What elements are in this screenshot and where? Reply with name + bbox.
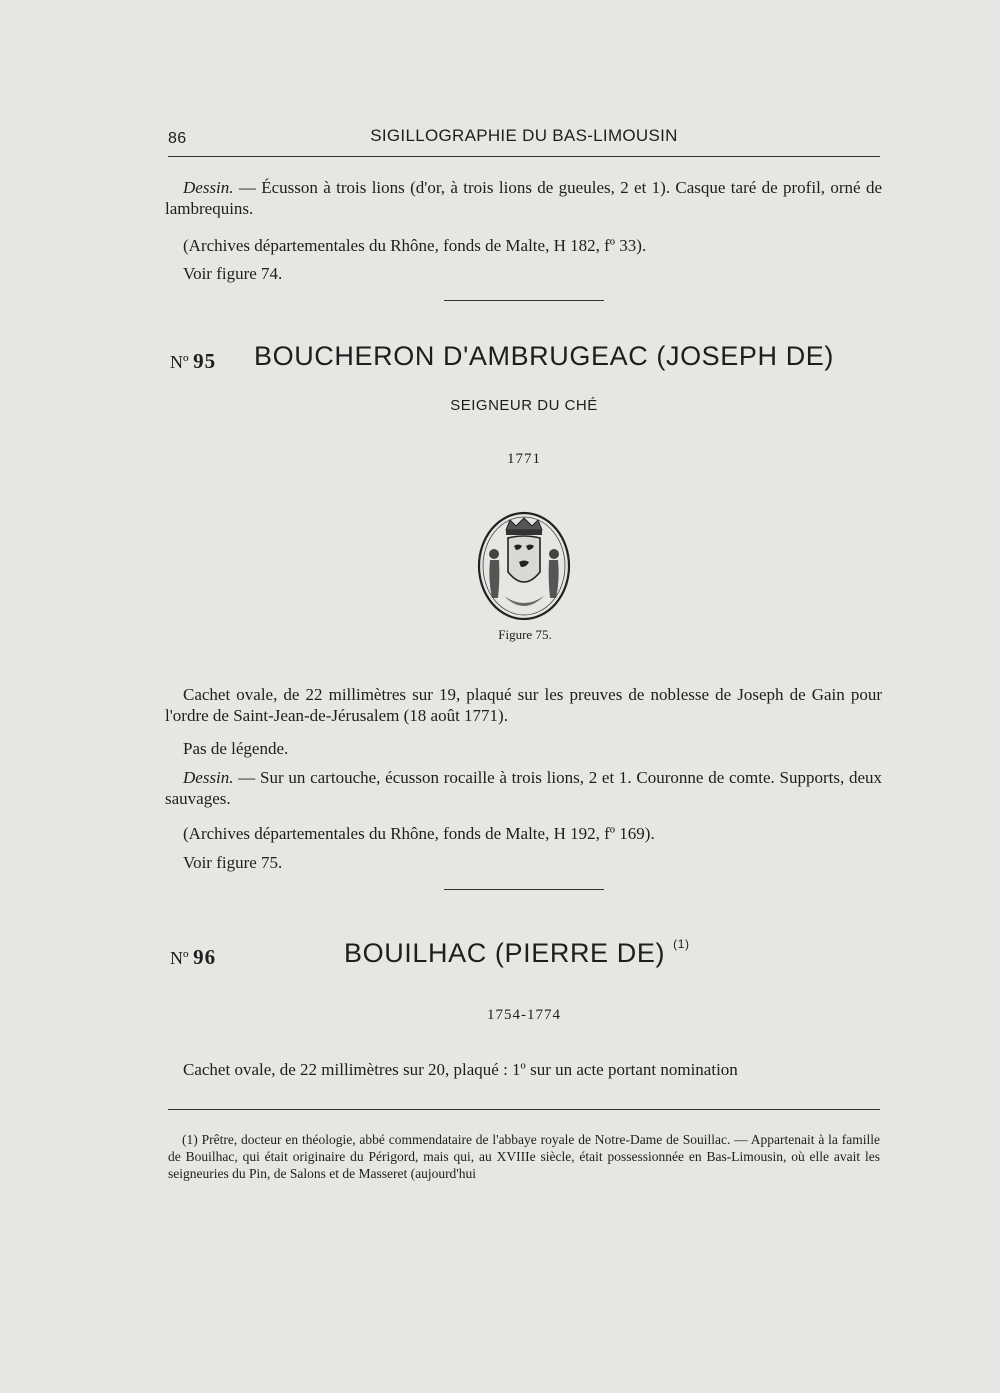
section-divider — [444, 300, 604, 301]
description-paragraph-96: Cachet ovale, de 22 millimètres sur 20, plaqué : 1º sur un acte portant nomination — [183, 1060, 738, 1079]
entry-date-96: 1754-1774 — [487, 1007, 561, 1023]
entry-number-prefix: Nº — [170, 352, 189, 372]
section-divider — [444, 889, 604, 890]
seal-illustration — [474, 510, 574, 630]
dessin-text: — Sur un cartouche, écusson rocaille à trois lions, 2 et 1. Couronne de comte. Supports, deux sauvages. — [165, 768, 882, 808]
figure-caption: Figure 75. — [498, 627, 552, 642]
page-number: 86 — [168, 130, 187, 147]
voir-paragraph-95: Voir figure 75. — [183, 853, 283, 872]
entry-title-95: BOUCHERON D'AMBRUGEAC (JOSEPH DE) — [254, 341, 835, 371]
footnote-text: (1) Prêtre, docteur en théologie, abbé commendataire de l'abbaye royale de Notre-Dame de Souillac. — Appartenait à la famille de Bouilhac, qui était originaire du Périgord, mais qui, au XVIIIe siècle, était possessionnée en Bas-Limousin, où elle avait les seigneuries du Pin, de Salons et de Masseret (aujourd'hui — [168, 1132, 880, 1181]
dessin-label: Dessin. — [183, 768, 234, 787]
entry-subtitle-95: SEIGNEUR DU CHÉ — [450, 397, 598, 414]
entry-date-95: 1771 — [507, 451, 541, 467]
entry-number-prefix: Nº — [170, 948, 189, 968]
footnote-divider — [168, 1109, 880, 1110]
entry-number-value: 96 — [193, 945, 217, 969]
entry-number-96 — [170, 945, 216, 970]
entry-number-95 — [170, 349, 216, 374]
dessin-paragraph-top — [165, 177, 882, 219]
entry-title-text: BOUILHAC (PIERRE DE) — [344, 938, 666, 968]
entry-title-96 — [344, 937, 690, 969]
dessin-paragraph-95 — [165, 767, 882, 809]
seal-drawing — [474, 510, 574, 630]
page-header — [168, 126, 880, 157]
dessin-text: — Écusson à trois lions (d'or, à trois lions de gueules, 2 et 1). Casque taré de profil, orné de lambrequins. — [165, 178, 882, 218]
dessin-label: Dessin. — [183, 178, 234, 197]
archives-paragraph-95: (Archives départementales du Rhône, fonds de Malte, H 192, fº 169). — [183, 824, 655, 843]
legende-paragraph-95: Pas de légende. — [183, 739, 289, 758]
entry-number-value: 95 — [193, 349, 217, 373]
running-title: SIGILLOGRAPHIE DU BAS-LIMOUSIN — [370, 126, 678, 145]
description-paragraph-95: Cachet ovale, de 22 millimètres sur 19, plaqué sur les preuves de noblesse de Joseph de Gain pour l'ordre de Saint-Jean-de-Jérusalem (18 août 1771). — [165, 685, 882, 725]
footnote-reference: (1) — [673, 937, 690, 951]
archives-paragraph-top: (Archives départementales du Rhône, fonds de Malte, H 182, fº 33). — [183, 236, 647, 255]
voir-paragraph-top: Voir figure 74. — [183, 264, 283, 283]
